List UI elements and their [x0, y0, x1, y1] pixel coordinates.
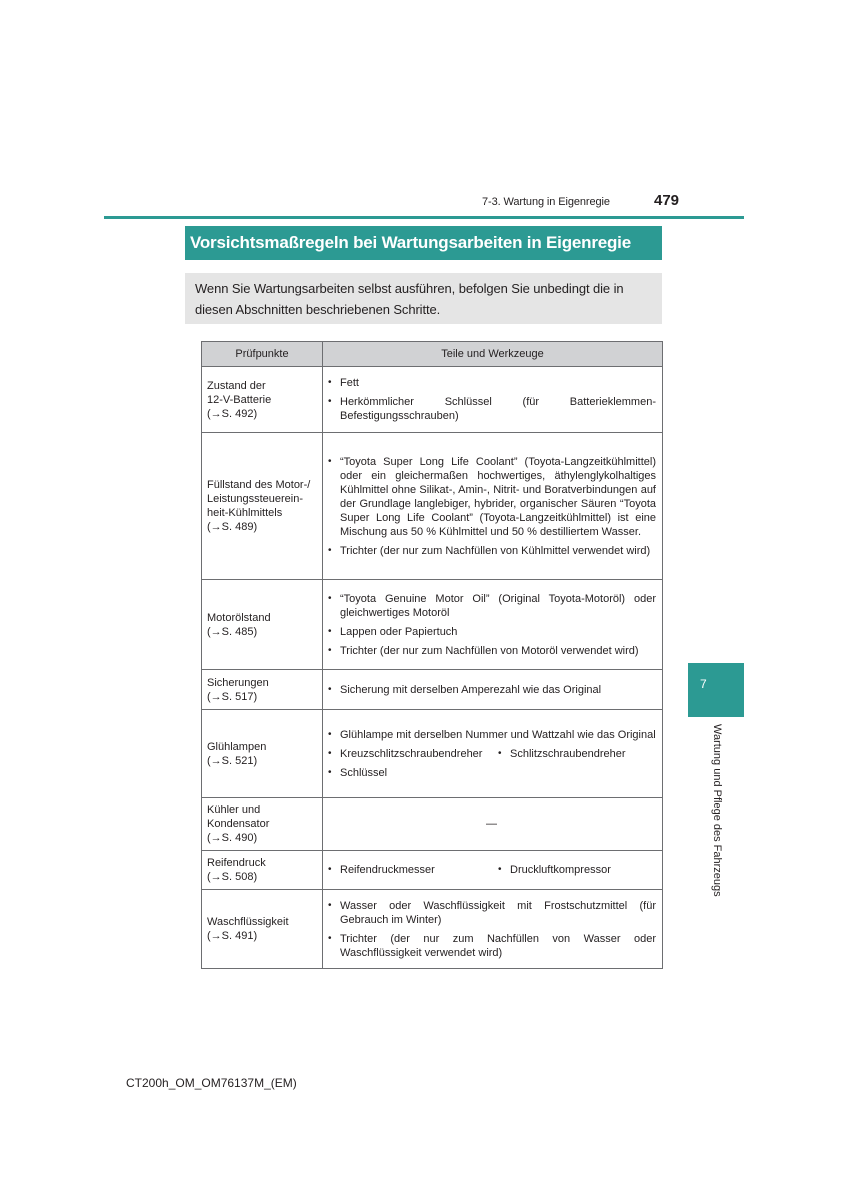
header-divider [104, 216, 744, 219]
bullet-pair [327, 747, 656, 761]
table-row [202, 433, 663, 580]
page-reference: (→S. 490) [207, 832, 258, 844]
check-item-line: Glühlampen [207, 740, 267, 753]
check-item-cell [202, 710, 323, 798]
page-reference: (→S. 489) [207, 521, 258, 533]
table-row [202, 851, 663, 890]
table-row [202, 670, 663, 710]
page-reference: (→S. 508) [207, 871, 258, 883]
parts-cell [323, 851, 663, 890]
bullet-item: • Lappen oder Papiertuch [327, 625, 656, 639]
bullet-item: • Schlitzschraubendreher [497, 747, 626, 761]
bullet-item: • Trichter (der nur zum Nachfüllen von Kühlmittel verwendet wird) [327, 544, 656, 558]
bullet-item: • Fett [327, 376, 656, 390]
bullet-item: • Trichter (der nur zum Nachfüllen von Motoröl verwendet wird) [327, 644, 656, 658]
check-item-cell [202, 367, 323, 433]
bullet-item: • “Toyota Genuine Motor Oil” (Original Toyota-Motoröl) oder gleichwertiges Motoröl [327, 592, 656, 620]
check-item-line: Motorölstand [207, 611, 271, 624]
page-title: Vorsichtsmaßregeln bei Wartungsarbeiten in Eigenregie [185, 226, 662, 260]
page-reference: (→S. 491) [207, 930, 258, 942]
parts-cell [323, 367, 663, 433]
page-reference: (→S. 521) [207, 754, 258, 767]
parts-cell [323, 670, 663, 710]
check-item-cell [202, 798, 323, 851]
bullet-item: • Schlüssel [327, 766, 656, 780]
table-header-row [202, 342, 663, 367]
check-item-line: Kühler und [207, 804, 261, 816]
parts-cell [323, 433, 663, 580]
check-item-cell [202, 670, 323, 710]
page-number: 479 [654, 192, 680, 209]
header-check-items: Prüfpunkte [202, 342, 323, 367]
check-item-line: Füllstand des Motor-/ [207, 479, 311, 491]
bullet-item: • Kreuzschlitzschraubendreher [327, 747, 497, 761]
bullet-item: • Reifendruckmesser [327, 863, 497, 877]
check-item-line: Waschflüssigkeit [207, 916, 289, 928]
bullet-item: • Wasser oder Waschflüssigkeit mit Frostschutzmittel (für Gebrauch im Winter) [327, 899, 656, 927]
table-row [202, 580, 663, 670]
page-reference: (→S. 485) [207, 625, 258, 638]
check-item-cell [202, 851, 323, 890]
table-row [202, 798, 663, 851]
bullet-item: • Trichter (der nur zum Nachfüllen von Wasser oder Waschflüssigkeit verwendet wird) [327, 932, 656, 960]
check-item-line: Zustand der [207, 379, 266, 392]
chapter-title-vertical: Wartung und Pflege des Fahrzeugs [711, 724, 723, 897]
table-row [202, 710, 663, 798]
check-item-line: Kondensator [207, 818, 270, 830]
empty-dash: — [486, 818, 497, 830]
bullet-item: • Glühlampe mit derselben Nummer und Wattzahl wie das Original [327, 728, 656, 742]
parts-cell [323, 710, 663, 798]
bullet-item: • Herkömmlicher Schlüssel (für Batterieklemmen-Befestigungsschrauben) [327, 395, 656, 423]
page-reference: (→S. 517) [207, 690, 258, 703]
check-item-cell [202, 580, 323, 670]
check-item-line: Leistungssteuerein- [207, 493, 304, 505]
bullet-item: • “Toyota Super Long Life Coolant” (Toyota-Langzeitkühlmittel) oder ein gleichermaßen hochwertiges, äthylenglykolhaltiges Kühlmittel ohne Silikat-, Amin-, Nitrit- und Boratverbindungen auf der Grundlage langlebiger, hybrider, organischer Säuren “Toyota Super Long Life Coolant” (Toyota-Langzeitkühlmittel) ist eine Mischung aus 50 % Kühlmittel und 50 % destilliertem Wasser. [327, 455, 656, 539]
table-row [202, 890, 663, 969]
section-heading: 7-3. Wartung in Eigenregie [482, 196, 610, 208]
bullet-item: • Druckluftkompressor [497, 863, 611, 877]
maintenance-table [201, 341, 663, 969]
page-reference: (→S. 492) [207, 407, 258, 420]
bullet-item: • Sicherung mit derselben Amperezahl wie das Original [327, 683, 656, 697]
parts-cell [323, 580, 663, 670]
header-parts-tools: Teile und Werkzeuge [323, 342, 663, 367]
chapter-tab [688, 663, 744, 717]
check-item-cell [202, 890, 323, 969]
check-item-cell [202, 433, 323, 580]
check-item-line: heit-Kühlmittels [207, 507, 283, 519]
parts-cell [323, 798, 663, 851]
chapter-number: 7 [700, 677, 707, 691]
check-item-line: 12-V-Batterie [207, 393, 272, 406]
bullet-pair [327, 863, 656, 877]
intro-box [185, 273, 662, 324]
check-item-line: Sicherungen [207, 676, 269, 689]
check-item-line: Reifendruck [207, 857, 266, 869]
table-row [202, 367, 663, 433]
document-code: CT200h_OM_OM76137M_(EM) [126, 1076, 297, 1090]
intro-text: Wenn Sie Wartungsarbeiten selbst ausführen, befolgen Sie unbedingt die in diesen Abschnitten beschriebenen Schritte. [195, 281, 624, 317]
parts-cell [323, 890, 663, 969]
